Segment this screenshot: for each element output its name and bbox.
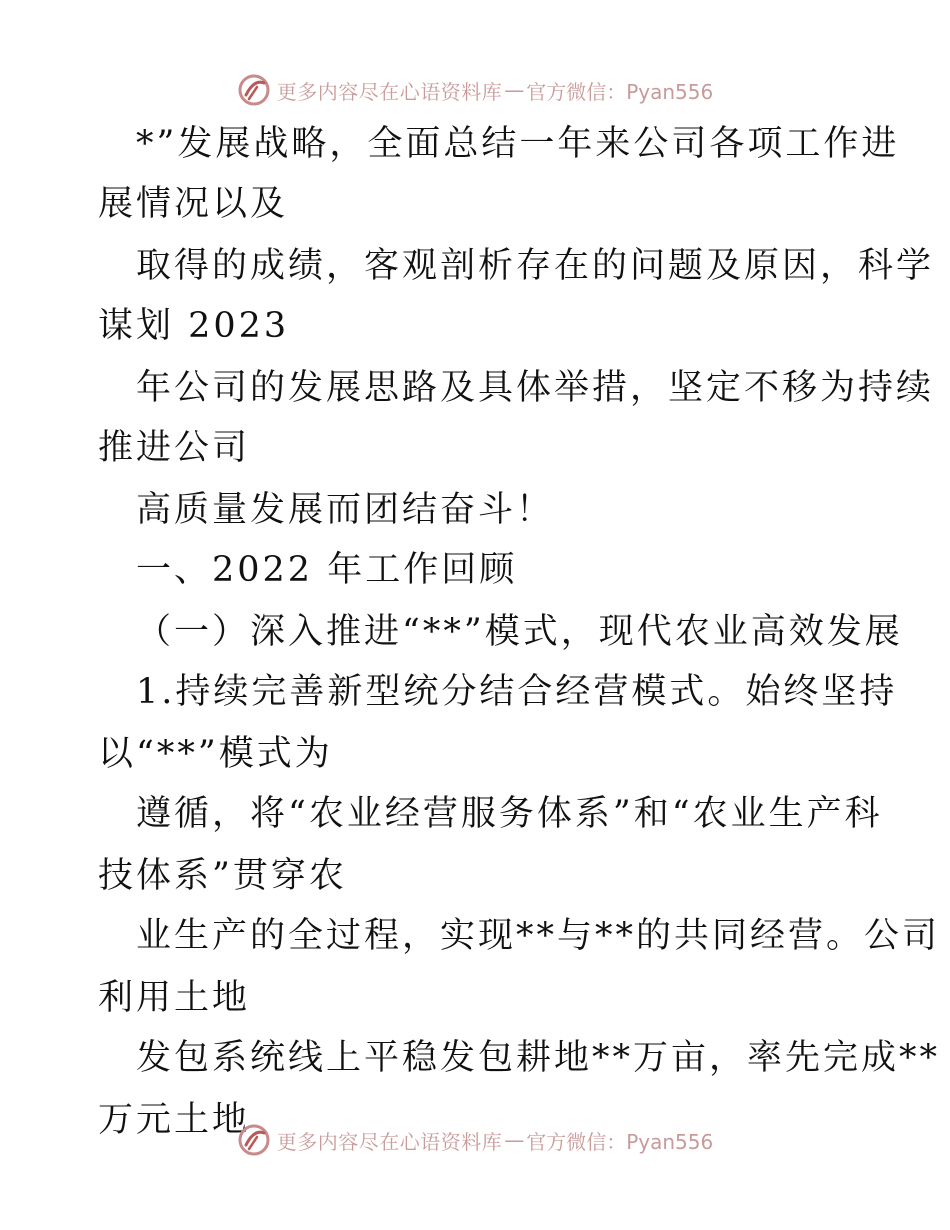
- subsection-heading: （一）深入推进“**”模式，现代农业高效发展: [136, 612, 903, 652]
- watermark-separator: —: [504, 1128, 525, 1152]
- watermark-header: [0, 70, 950, 110]
- watermark-site-text: 更多内容尽在心语资料库: [276, 79, 503, 104]
- watermark-separator: —: [504, 78, 525, 102]
- body-line: 年公司的发展思路及具体举措，坚定不移为持续: [136, 368, 935, 408]
- section-heading: 一、2022 年工作回顾: [136, 550, 518, 590]
- brush-logo-icon: [237, 73, 271, 107]
- body-line: 业生产的全过程，实现**与**的共同经营。公司: [136, 916, 941, 956]
- body-line: *”发展战略，全面总结一年来公司各项工作进: [136, 124, 900, 164]
- body-line: 万元土地: [98, 1100, 251, 1140]
- body-line: 利用土地: [98, 978, 251, 1018]
- watermark-site-text: 更多内容尽在心语资料库: [276, 1129, 503, 1154]
- watermark-footer: [0, 1120, 950, 1160]
- body-line: 高质量发展而团结奋斗！: [136, 490, 555, 530]
- body-line: 遵循，将“农业经营服务体系”和“农业生产科: [136, 794, 883, 834]
- body-line: 技体系”贯穿农: [98, 856, 347, 896]
- body-line: 谋划 2023: [98, 306, 290, 346]
- body-line: 展情况以及: [98, 184, 289, 224]
- body-line: 以“**”模式为: [98, 734, 333, 774]
- body-line: 推进公司: [98, 428, 251, 468]
- watermark-wechat-text: 官方微信：Pyan556: [526, 1129, 714, 1154]
- body-line: 发包系统线上平稳发包耕地**万亩，率先完成**: [136, 1038, 941, 1078]
- watermark-wechat-text: 官方微信：Pyan556: [526, 79, 714, 104]
- brush-logo-icon: [237, 1123, 271, 1157]
- body-line: 1.持续完善新型统分结合经营模式。始终坚持: [136, 672, 898, 712]
- body-line: 取得的成绩，客观剖析存在的问题及原因，科学: [136, 246, 935, 286]
